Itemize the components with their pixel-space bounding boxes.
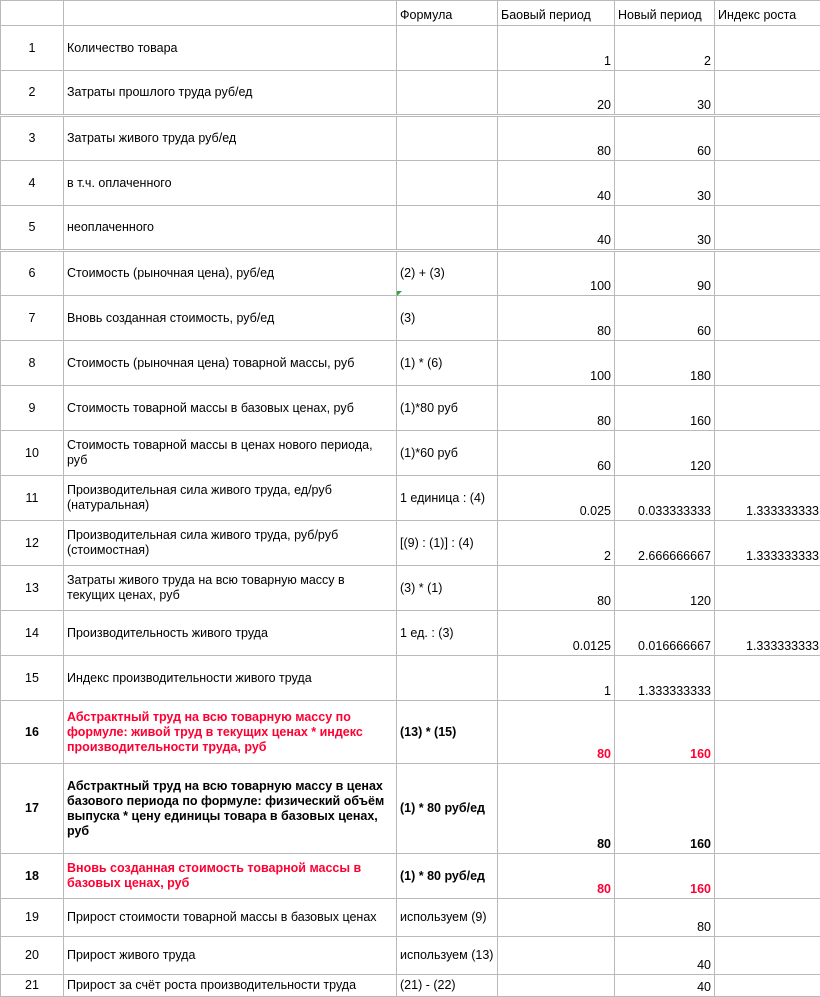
row-number[interactable]: 11 (1, 476, 64, 521)
row-description[interactable]: Вновь созданная стоимость товарной массы в базовых ценах, руб (64, 854, 397, 899)
row-new-value[interactable]: 30 (615, 206, 715, 251)
row-base-value[interactable]: 80 (498, 566, 615, 611)
row-formula[interactable]: [(9) : (1)] : (4) (397, 521, 498, 566)
table-row (1, 26, 820, 71)
row-new-value[interactable]: 180 (615, 341, 715, 386)
row-base-value[interactable] (498, 975, 615, 997)
header-new-period[interactable]: Новый период (615, 1, 715, 26)
table-row (1, 476, 820, 521)
header-num[interactable] (1, 1, 64, 26)
row-formula[interactable] (397, 71, 498, 116)
table-row (1, 296, 820, 341)
row-number[interactable]: 18 (1, 854, 64, 899)
row-base-value[interactable]: 0.0125 (498, 611, 615, 656)
row-description[interactable]: Стоимость (рыночная цена) товарной массы, руб (64, 341, 397, 386)
row-base-value[interactable]: 20 (498, 71, 615, 116)
table-row (1, 206, 820, 251)
row-base-value[interactable]: 100 (498, 341, 615, 386)
row-number[interactable]: 2 (1, 71, 64, 116)
row-formula[interactable]: (3) (397, 296, 498, 341)
row-growth-index[interactable] (715, 251, 820, 296)
comment-marker (397, 291, 402, 296)
header-description[interactable] (64, 1, 397, 26)
row-growth-index[interactable] (715, 937, 820, 975)
row-new-value[interactable]: 160 (615, 854, 715, 899)
row-new-value[interactable]: 60 (615, 116, 715, 161)
row-new-value[interactable]: 120 (615, 566, 715, 611)
row-new-value[interactable]: 90 (615, 251, 715, 296)
row-base-value[interactable]: 80 (498, 854, 615, 899)
row-number[interactable]: 13 (1, 566, 64, 611)
row-base-value[interactable]: 60 (498, 431, 615, 476)
row-base-value[interactable]: 2 (498, 521, 615, 566)
row-growth-index[interactable] (715, 854, 820, 899)
row-new-value[interactable]: 0.016666667 (615, 611, 715, 656)
table-row (1, 611, 820, 656)
row-formula[interactable]: (2) + (3) (397, 251, 498, 296)
row-number[interactable]: 20 (1, 937, 64, 975)
row-formula[interactable]: (13) * (15) (397, 701, 498, 764)
row-number[interactable]: 16 (1, 701, 64, 764)
row-base-value[interactable]: 80 (498, 386, 615, 431)
row-description[interactable]: Индекс производительности живого труда (64, 656, 397, 701)
row-new-value[interactable]: 60 (615, 296, 715, 341)
row-number[interactable]: 9 (1, 386, 64, 431)
row-number[interactable]: 17 (1, 764, 64, 854)
row-formula[interactable]: (1)*80 руб (397, 386, 498, 431)
header-row (1, 1, 820, 26)
row-description[interactable]: Стоимость (рыночная цена), руб/ед (64, 251, 397, 296)
table-row (1, 566, 820, 611)
row-base-value[interactable] (498, 899, 615, 937)
row-base-value[interactable]: 1 (498, 656, 615, 701)
row-growth-index[interactable] (715, 206, 820, 251)
header-growth-index[interactable]: Индекс роста (715, 1, 820, 26)
row-number[interactable]: 14 (1, 611, 64, 656)
row-description[interactable]: Стоимость товарной массы в ценах нового периода, руб (64, 431, 397, 476)
row-base-value[interactable] (498, 937, 615, 975)
row-formula[interactable]: (1) * (6) (397, 341, 498, 386)
table-row (1, 975, 820, 997)
row-base-value[interactable]: 0.025 (498, 476, 615, 521)
row-formula[interactable]: 1 ед. : (3) (397, 611, 498, 656)
row-growth-index[interactable] (715, 341, 820, 386)
row-growth-index[interactable]: 1.333333333 (715, 611, 820, 656)
row-number[interactable]: 12 (1, 521, 64, 566)
table-row (1, 854, 820, 899)
row-growth-index[interactable] (715, 431, 820, 476)
row-number[interactable]: 8 (1, 341, 64, 386)
row-formula[interactable]: (1) * 80 руб/ед (397, 764, 498, 854)
header-base-period[interactable]: Баовый период (498, 1, 615, 26)
row-growth-index[interactable] (715, 116, 820, 161)
row-new-value[interactable]: 2 (615, 26, 715, 71)
row-growth-index[interactable] (715, 975, 820, 997)
row-new-value[interactable]: 0.033333333 (615, 476, 715, 521)
row-base-value[interactable]: 100 (498, 251, 615, 296)
row-growth-index[interactable] (715, 296, 820, 341)
row-new-value[interactable]: 30 (615, 161, 715, 206)
table-row (1, 341, 820, 386)
table-row (1, 521, 820, 566)
row-description[interactable]: Прирост за счёт роста производительности труда (64, 975, 397, 997)
row-growth-index[interactable] (715, 566, 820, 611)
table-row (1, 937, 820, 975)
row-base-value[interactable]: 1 (498, 26, 615, 71)
row-formula[interactable]: (1)*60 руб (397, 431, 498, 476)
row-growth-index[interactable] (715, 899, 820, 937)
row-growth-index[interactable] (715, 26, 820, 71)
row-base-value[interactable]: 80 (498, 701, 615, 764)
row-number[interactable]: 15 (1, 656, 64, 701)
row-number[interactable]: 5 (1, 206, 64, 251)
row-description[interactable]: Вновь созданная стоимость, руб/ед (64, 296, 397, 341)
row-description[interactable]: Производительная сила живого труда, ед/руб (натуральная) (64, 476, 397, 521)
row-growth-index[interactable] (715, 386, 820, 431)
row-number[interactable]: 4 (1, 161, 64, 206)
row-growth-index[interactable] (715, 764, 820, 854)
table-row (1, 71, 820, 116)
row-description[interactable]: Прирост стоимости товарной массы в базовых ценах (64, 899, 397, 937)
row-description[interactable]: неоплаченного (64, 206, 397, 251)
row-new-value[interactable]: 40 (615, 937, 715, 975)
row-number[interactable]: 6 (1, 251, 64, 296)
row-description[interactable]: Количество товара (64, 26, 397, 71)
row-number[interactable]: 7 (1, 296, 64, 341)
row-growth-index[interactable] (715, 161, 820, 206)
row-base-value[interactable]: 80 (498, 764, 615, 854)
row-formula[interactable] (397, 206, 498, 251)
row-new-value[interactable]: 160 (615, 701, 715, 764)
row-description[interactable]: Абстрактный труд на всю товарную массу по формуле: живой труд в текущих ценах * индекс производительности труда, руб (64, 701, 397, 764)
row-growth-index[interactable] (715, 701, 820, 764)
row-description[interactable]: Производительность живого труда (64, 611, 397, 656)
row-formula[interactable]: (1) * 80 руб/ед (397, 854, 498, 899)
row-formula[interactable] (397, 656, 498, 701)
table-row (1, 701, 820, 764)
table-row (1, 251, 820, 296)
row-formula[interactable]: используем (13) (397, 937, 498, 975)
row-new-value[interactable]: 40 (615, 975, 715, 997)
table-row (1, 386, 820, 431)
row-formula[interactable]: 1 единица : (4) (397, 476, 498, 521)
row-growth-index[interactable] (715, 71, 820, 116)
row-new-value[interactable]: 30 (615, 71, 715, 116)
row-new-value[interactable]: 160 (615, 386, 715, 431)
row-base-value[interactable]: 80 (498, 296, 615, 341)
row-description[interactable]: Абстрактный труд на всю товарную массу в ценах базового периода по формуле: физический объём выпуска * цену единицы товара в базовых ценах, руб (64, 764, 397, 854)
table-row (1, 656, 820, 701)
row-new-value[interactable]: 120 (615, 431, 715, 476)
table-row (1, 764, 820, 854)
row-number[interactable]: 21 (1, 975, 64, 997)
row-formula[interactable] (397, 161, 498, 206)
row-description[interactable]: Прирост живого труда (64, 937, 397, 975)
row-description[interactable]: Стоимость товарной массы в базовых ценах, руб (64, 386, 397, 431)
table-row (1, 431, 820, 476)
row-new-value[interactable]: 2.666666667 (615, 521, 715, 566)
row-new-value[interactable]: 1.333333333 (615, 656, 715, 701)
row-number[interactable]: 19 (1, 899, 64, 937)
row-base-value[interactable]: 40 (498, 206, 615, 251)
row-formula[interactable]: (21) - (22) (397, 975, 498, 997)
row-formula[interactable] (397, 116, 498, 161)
row-new-value[interactable]: 80 (615, 899, 715, 937)
row-description[interactable]: в т.ч. оплаченного (64, 161, 397, 206)
row-base-value[interactable]: 40 (498, 161, 615, 206)
row-formula[interactable]: используем (9) (397, 899, 498, 937)
row-growth-index[interactable] (715, 656, 820, 701)
row-base-value[interactable]: 80 (498, 116, 615, 161)
header-formula[interactable]: Формула (397, 1, 498, 26)
row-formula[interactable] (397, 26, 498, 71)
table-row (1, 116, 820, 161)
table-row (1, 161, 820, 206)
row-formula[interactable]: (3) * (1) (397, 566, 498, 611)
row-number[interactable]: 3 (1, 116, 64, 161)
table-row (1, 899, 820, 937)
row-number[interactable]: 10 (1, 431, 64, 476)
row-number[interactable]: 1 (1, 26, 64, 71)
row-description[interactable]: Затраты живого труда руб/ед (64, 116, 397, 161)
row-growth-index[interactable]: 1.333333333 (715, 521, 820, 566)
row-new-value[interactable]: 160 (615, 764, 715, 854)
row-description[interactable]: Производительная сила живого труда, руб/руб (стоимостная) (64, 521, 397, 566)
row-growth-index[interactable]: 1.333333333 (715, 476, 820, 521)
row-description[interactable]: Затраты живого труда на всю товарную массу в текущих ценах, руб (64, 566, 397, 611)
row-description[interactable]: Затраты прошлого труда руб/ед (64, 71, 397, 116)
